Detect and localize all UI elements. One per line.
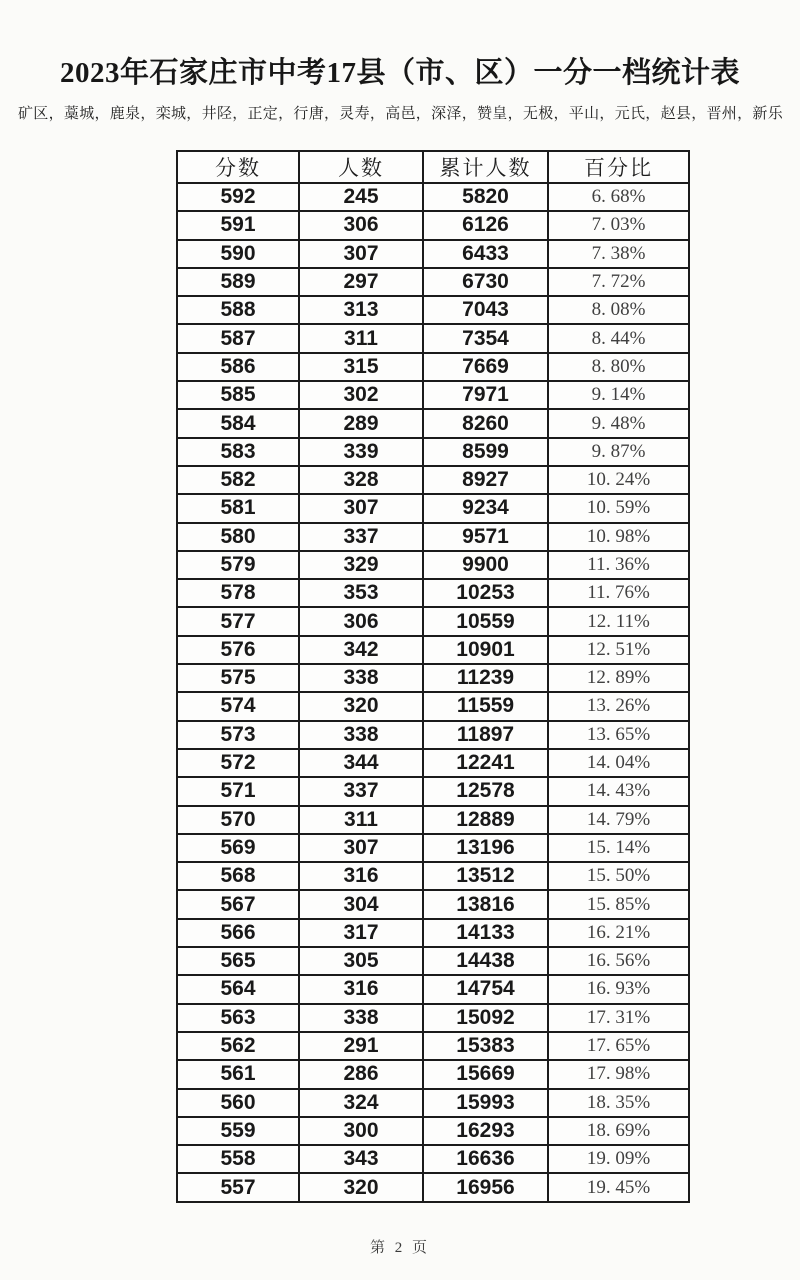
score-cell: 583 — [177, 438, 299, 466]
score-cell: 589 — [177, 268, 299, 296]
table-row — [177, 664, 689, 692]
score-cell: 587 — [177, 324, 299, 352]
count-cell: 320 — [299, 692, 423, 720]
table-row — [177, 692, 689, 720]
table-row — [177, 551, 689, 579]
score-cell: 571 — [177, 777, 299, 805]
count-cell: 353 — [299, 579, 423, 607]
table-row — [177, 975, 689, 1003]
count-cell: 315 — [299, 353, 423, 381]
score-distribution-table — [176, 150, 690, 1203]
score-cell: 572 — [177, 749, 299, 777]
cumulative-cell: 9571 — [423, 523, 548, 551]
count-cell: 306 — [299, 211, 423, 239]
score-cell: 557 — [177, 1173, 299, 1201]
count-cell: 305 — [299, 947, 423, 975]
percent-cell: 9. 48% — [548, 409, 689, 437]
table-row — [177, 890, 689, 918]
table-row — [177, 721, 689, 749]
count-cell: 307 — [299, 240, 423, 268]
score-cell: 585 — [177, 381, 299, 409]
cumulative-cell: 14754 — [423, 975, 548, 1003]
percent-cell: 7. 03% — [548, 211, 689, 239]
cumulative-cell: 11559 — [423, 692, 548, 720]
cumulative-cell: 8599 — [423, 438, 548, 466]
cumulative-cell: 12578 — [423, 777, 548, 805]
count-cell: 338 — [299, 1004, 423, 1032]
table-row — [177, 1004, 689, 1032]
table-row — [177, 183, 689, 211]
cumulative-cell: 5820 — [423, 183, 548, 211]
cumulative-cell: 9234 — [423, 494, 548, 522]
table-row — [177, 1060, 689, 1088]
table-row — [177, 1032, 689, 1060]
page-number: 第 2 页 — [369, 1239, 430, 1256]
table-row — [177, 1117, 689, 1145]
count-cell: 324 — [299, 1089, 423, 1117]
cumulative-cell: 14438 — [423, 947, 548, 975]
count-cell: 302 — [299, 381, 423, 409]
percent-cell: 12. 11% — [548, 607, 689, 635]
cumulative-cell: 10253 — [423, 579, 548, 607]
cumulative-cell: 10559 — [423, 607, 548, 635]
percent-cell: 16. 21% — [548, 919, 689, 947]
count-cell: 344 — [299, 749, 423, 777]
table-row — [177, 353, 689, 381]
count-cell: 316 — [299, 975, 423, 1003]
count-cell: 328 — [299, 466, 423, 494]
count-cell: 297 — [299, 268, 423, 296]
cumulative-cell: 15092 — [423, 1004, 548, 1032]
cumulative-cell: 10901 — [423, 636, 548, 664]
cumulative-cell: 6730 — [423, 268, 548, 296]
percent-cell: 18. 69% — [548, 1117, 689, 1145]
percent-cell: 13. 65% — [548, 721, 689, 749]
score-cell: 575 — [177, 664, 299, 692]
cumulative-cell: 8260 — [423, 409, 548, 437]
percent-cell: 15. 50% — [548, 862, 689, 890]
count-cell: 291 — [299, 1032, 423, 1060]
percent-cell: 15. 14% — [548, 834, 689, 862]
column-header: 分数 — [177, 151, 299, 183]
percent-cell: 10. 24% — [548, 466, 689, 494]
score-cell: 563 — [177, 1004, 299, 1032]
count-cell: 311 — [299, 806, 423, 834]
count-cell: 317 — [299, 919, 423, 947]
count-cell: 311 — [299, 324, 423, 352]
table-row — [177, 579, 689, 607]
percent-cell: 16. 56% — [548, 947, 689, 975]
score-cell: 559 — [177, 1117, 299, 1145]
table-row — [177, 806, 689, 834]
table-row — [177, 211, 689, 239]
table-row — [177, 240, 689, 268]
percent-cell: 13. 26% — [548, 692, 689, 720]
table-row — [177, 777, 689, 805]
cumulative-cell: 15669 — [423, 1060, 548, 1088]
cumulative-cell: 11239 — [423, 664, 548, 692]
table-row — [177, 381, 689, 409]
cumulative-cell: 13196 — [423, 834, 548, 862]
percent-cell: 19. 45% — [548, 1173, 689, 1201]
score-cell: 561 — [177, 1060, 299, 1088]
county-list: 矿区，藁城，鹿泉，栾城，井陉，正定，行唐，灵寿，高邑，深泽，赞皇，无极，平山，元氏，赵县，晋州，新乐 — [18, 106, 784, 122]
count-cell: 329 — [299, 551, 423, 579]
count-cell: 304 — [299, 890, 423, 918]
cumulative-cell: 16636 — [423, 1145, 548, 1173]
percent-cell: 10. 98% — [548, 523, 689, 551]
score-cell: 560 — [177, 1089, 299, 1117]
score-cell: 566 — [177, 919, 299, 947]
score-cell: 579 — [177, 551, 299, 579]
percent-cell: 8. 80% — [548, 353, 689, 381]
percent-cell: 19. 09% — [548, 1145, 689, 1173]
cumulative-cell: 7669 — [423, 353, 548, 381]
percent-cell: 12. 89% — [548, 664, 689, 692]
percent-cell: 7. 38% — [548, 240, 689, 268]
percent-cell: 8. 08% — [548, 296, 689, 324]
column-header: 累计人数 — [423, 151, 548, 183]
count-cell: 337 — [299, 523, 423, 551]
count-cell: 286 — [299, 1060, 423, 1088]
table-row — [177, 268, 689, 296]
cumulative-cell: 15383 — [423, 1032, 548, 1060]
count-cell: 245 — [299, 183, 423, 211]
count-cell: 316 — [299, 862, 423, 890]
score-cell: 562 — [177, 1032, 299, 1060]
count-cell: 313 — [299, 296, 423, 324]
score-cell: 584 — [177, 409, 299, 437]
count-cell: 342 — [299, 636, 423, 664]
table-row — [177, 862, 689, 890]
count-cell: 343 — [299, 1145, 423, 1173]
cumulative-cell: 15993 — [423, 1089, 548, 1117]
cumulative-cell: 11897 — [423, 721, 548, 749]
table-row — [177, 523, 689, 551]
table-row — [177, 1173, 689, 1201]
cumulative-cell: 13816 — [423, 890, 548, 918]
score-cell: 569 — [177, 834, 299, 862]
table-row — [177, 1089, 689, 1117]
score-cell: 590 — [177, 240, 299, 268]
cumulative-cell: 13512 — [423, 862, 548, 890]
cumulative-cell: 6126 — [423, 211, 548, 239]
count-cell: 307 — [299, 494, 423, 522]
table-row — [177, 834, 689, 862]
column-header: 百分比 — [548, 151, 689, 183]
table-row — [177, 947, 689, 975]
count-cell: 338 — [299, 721, 423, 749]
score-cell: 586 — [177, 353, 299, 381]
header-row — [177, 151, 689, 183]
table-row — [177, 749, 689, 777]
score-cell: 564 — [177, 975, 299, 1003]
percent-cell: 10. 59% — [548, 494, 689, 522]
score-cell: 558 — [177, 1145, 299, 1173]
score-cell: 581 — [177, 494, 299, 522]
table-row — [177, 466, 689, 494]
count-cell: 339 — [299, 438, 423, 466]
score-cell: 591 — [177, 211, 299, 239]
score-cell: 580 — [177, 523, 299, 551]
table-row — [177, 324, 689, 352]
percent-cell: 14. 79% — [548, 806, 689, 834]
percent-cell: 17. 98% — [548, 1060, 689, 1088]
percent-cell: 6. 68% — [548, 183, 689, 211]
cumulative-cell: 6433 — [423, 240, 548, 268]
score-cell: 582 — [177, 466, 299, 494]
cumulative-cell: 16956 — [423, 1173, 548, 1201]
score-cell: 592 — [177, 183, 299, 211]
percent-cell: 11. 76% — [548, 579, 689, 607]
cumulative-cell: 14133 — [423, 919, 548, 947]
cumulative-cell: 7043 — [423, 296, 548, 324]
score-cell: 567 — [177, 890, 299, 918]
count-cell: 338 — [299, 664, 423, 692]
percent-cell: 9. 14% — [548, 381, 689, 409]
percent-cell: 17. 31% — [548, 1004, 689, 1032]
table-header — [177, 151, 689, 183]
percent-cell: 14. 04% — [548, 749, 689, 777]
table-row — [177, 636, 689, 664]
percent-cell: 7. 72% — [548, 268, 689, 296]
cumulative-cell: 9900 — [423, 551, 548, 579]
table-row — [177, 438, 689, 466]
percent-cell: 15. 85% — [548, 890, 689, 918]
score-cell: 574 — [177, 692, 299, 720]
table-row — [177, 409, 689, 437]
score-cell: 570 — [177, 806, 299, 834]
cumulative-cell: 12241 — [423, 749, 548, 777]
cumulative-cell: 7971 — [423, 381, 548, 409]
table-row — [177, 296, 689, 324]
table-row — [177, 607, 689, 635]
percent-cell: 8. 44% — [548, 324, 689, 352]
page-title: 2023年石家庄市中考17县（市、区）一分一档统计表 — [59, 57, 740, 89]
score-cell: 577 — [177, 607, 299, 635]
cumulative-cell: 12889 — [423, 806, 548, 834]
cumulative-cell: 8927 — [423, 466, 548, 494]
score-cell: 588 — [177, 296, 299, 324]
score-cell: 568 — [177, 862, 299, 890]
table-row — [177, 919, 689, 947]
score-cell: 573 — [177, 721, 299, 749]
cumulative-cell: 16293 — [423, 1117, 548, 1145]
column-header: 人数 — [299, 151, 423, 183]
count-cell: 320 — [299, 1173, 423, 1201]
percent-cell: 18. 35% — [548, 1089, 689, 1117]
count-cell: 289 — [299, 409, 423, 437]
count-cell: 337 — [299, 777, 423, 805]
percent-cell: 11. 36% — [548, 551, 689, 579]
percent-cell: 12. 51% — [548, 636, 689, 664]
cumulative-cell: 7354 — [423, 324, 548, 352]
percent-cell: 9. 87% — [548, 438, 689, 466]
table-row — [177, 494, 689, 522]
count-cell: 307 — [299, 834, 423, 862]
score-cell: 578 — [177, 579, 299, 607]
table-row — [177, 1145, 689, 1173]
count-cell: 306 — [299, 607, 423, 635]
percent-cell: 16. 93% — [548, 975, 689, 1003]
score-cell: 576 — [177, 636, 299, 664]
score-cell: 565 — [177, 947, 299, 975]
percent-cell: 14. 43% — [548, 777, 689, 805]
count-cell: 300 — [299, 1117, 423, 1145]
percent-cell: 17. 65% — [548, 1032, 689, 1060]
